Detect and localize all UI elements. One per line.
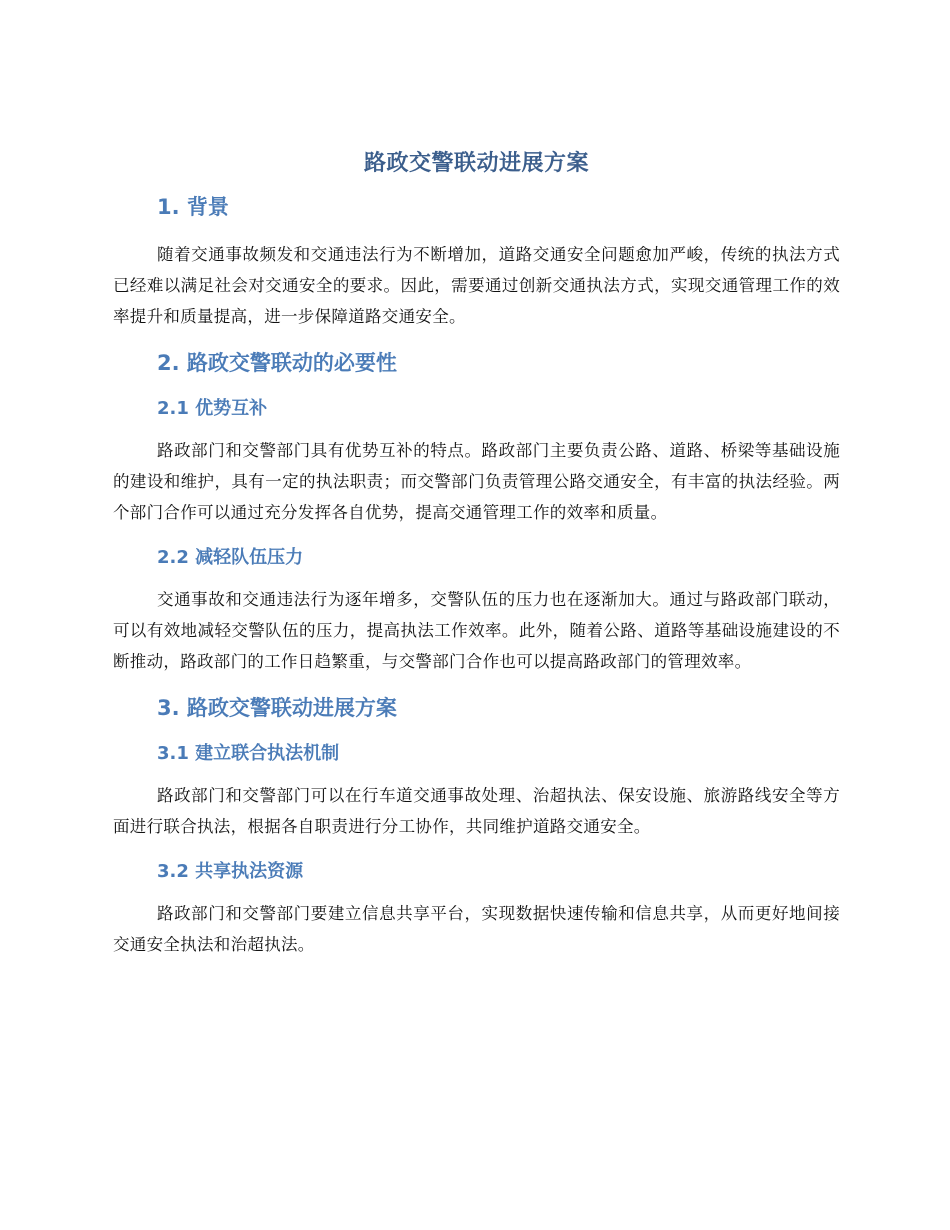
subsection-heading-joint-enforcement: 3.1 建立联合执法机制	[157, 743, 340, 764]
subsection-heading-reduce-pressure: 2.2 减轻队伍压力	[157, 547, 304, 568]
subsection-heading-complementary: 2.1 优势互补	[157, 398, 268, 419]
section-heading-plan: 3. 路政交警联动进展方案	[157, 696, 397, 720]
section-heading-necessity: 2. 路政交警联动的必要性	[157, 351, 397, 375]
document-body	[113, 148, 840, 976]
subsection-heading-share-resources: 3.2 共享执法资源	[157, 861, 304, 882]
document-title: 路政交警联动进展方案	[363, 151, 589, 176]
paragraph-share-resources: 路政部门和交警部门要建立信息共享平台，实现数据快速传输和信息共享，从而更好地间接交通安全执法和治超执法。	[113, 904, 840, 954]
paragraph-background: 随着交通事故频发和交通违法行为不断增加，道路交通安全问题愈加严峻，传统的执法方式已经难以满足社会对交通安全的要求。因此，需要通过创新交通执法方式，实现交通管理工作的效率提升和质量提高，进一步保障道路交通安全。	[113, 245, 840, 326]
paragraph-reduce-pressure: 交通事故和交通违法行为逐年增多，交警队伍的压力也在逐渐加大。通过与路政部门联动，可以有效地减轻交警队伍的压力，提高执法工作效率。此外，随着公路、道路等基础设施建设的不断推动，路政部门的工作日趋繁重，与交警部门合作也可以提高路政部门的管理效率。	[113, 590, 840, 671]
section-heading-background: 1. 背景	[157, 195, 229, 219]
paragraph-complementary: 路政部门和交警部门具有优势互补的特点。路政部门主要负责公路、道路、桥梁等基础设施的建设和维护，具有一定的执法职责；而交警部门负责管理公路交通安全，有丰富的执法经验。两个部门合作可以通过充分发挥各自优势，提高交通管理工作的效率和质量。	[113, 441, 840, 522]
paragraph-joint-enforcement: 路政部门和交警部门可以在行车道交通事故处理、治超执法、保安设施、旅游路线安全等方面进行联合执法，根据各自职责进行分工协作，共同维护道路交通安全。	[113, 786, 840, 836]
